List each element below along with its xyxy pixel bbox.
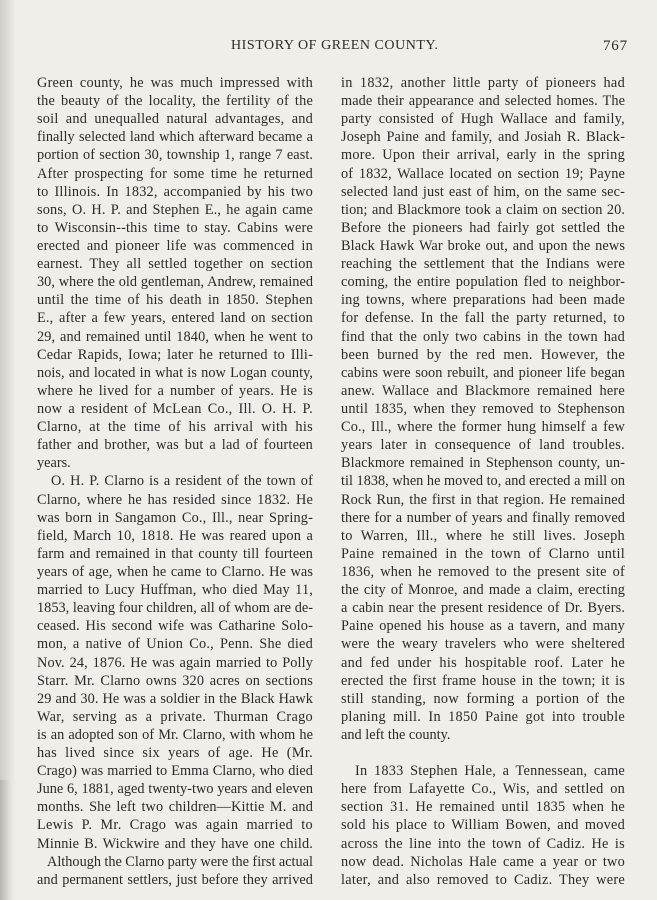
text-line: anew. Wallace and Blackmore remained here xyxy=(341,382,625,399)
text-line: War, serving as a private. Thurman Crago xyxy=(37,708,313,725)
text-line: 29 and 30. He was a soldier in the Black Hawk xyxy=(37,690,313,707)
text-line: sons, O. H. P. and Stephen E., he again came xyxy=(37,201,313,218)
text-line: planing mill. In 1850 Paine got into trouble xyxy=(341,708,625,725)
text-line: in 1832, another little party of pioneers had xyxy=(341,75,625,91)
text-line: reaching the settlement that the Indians were xyxy=(341,256,625,273)
text-line: section 31. He remained until 1835 when he xyxy=(341,799,625,816)
text-line: has lived since six years of age. He (Mr. xyxy=(37,745,313,762)
text-line: nois, and located in what is now Logan county, xyxy=(37,364,313,381)
text-line: here from Lafayette Co., Wis, and settled on xyxy=(341,781,625,798)
text-line: and permanent settlers, just before they arrived xyxy=(37,871,313,888)
paragraph xyxy=(37,853,313,889)
text-line: for defense. In the fall the party returned, to xyxy=(341,310,625,327)
paragraph xyxy=(341,762,625,889)
text-line: Cedar Rapids, Iowa; later he returned to Illi- xyxy=(37,346,313,363)
text-line: of 1832, Wallace located on section 19; Payne xyxy=(341,165,625,182)
text-line: farm and remained in that county till fourteen xyxy=(37,545,313,562)
text-line: now dead. Nicholas Hale came a year or two xyxy=(341,853,625,870)
paragraph xyxy=(37,472,313,852)
text-line: Although the Clarno party were the first actual xyxy=(47,853,313,870)
text-line: O. H. P. Clarno is a resident of the town of xyxy=(51,473,313,490)
text-line: Joseph Paine and family, and Josiah R. Black- xyxy=(341,129,625,146)
text-line: field, March 10, 1818. He was reared upon a xyxy=(37,527,313,544)
text-line: years later in consequence of land troubles. xyxy=(341,437,625,454)
text-line: mon, a native of Union Co., Penn. She died xyxy=(37,636,313,653)
text-line: Blackmore remained in Stephenson county, un- xyxy=(341,455,625,472)
text-line: Black Hawk War broke out, and upon the news xyxy=(341,237,625,254)
text-line: 29, and remained until 1840, when he went to xyxy=(37,328,313,345)
text-line: been burned by the red men. However, the xyxy=(341,346,625,363)
text-line: Co., Ill., where the former hung himself a few xyxy=(341,419,625,436)
text-line: Minnie B. Wickwire and they have one child. xyxy=(37,835,313,852)
text-line: a cabin near the present residence of Dr. Byers. xyxy=(341,600,625,617)
text-line: Starr. Mr. Clarno owns 320 acres on sections xyxy=(37,672,313,689)
running-header xyxy=(0,0,657,60)
text-line: across the line into the town of Cadiz. He is xyxy=(341,835,625,852)
text-line: to Illinois. In 1832, accompanied by his two xyxy=(37,183,313,200)
text-line: there for a number of years and finally removed xyxy=(341,509,625,526)
left-column xyxy=(37,74,313,889)
text-line: months. She left two children—Kittie M. and xyxy=(37,799,313,816)
paragraph xyxy=(37,74,313,472)
text-line: June 6, 1881, aged twenty-two years and eleven xyxy=(37,781,313,798)
text-line: to Wisconsin--this time to stay. Cabins were xyxy=(37,219,313,236)
text-line: Paine opened his house as a tavern, and many xyxy=(341,618,625,635)
text-line: and left the county. xyxy=(341,726,451,743)
text-line: coming, the entire population fled to neighbor- xyxy=(341,274,625,291)
text-line: the city of Monroe, and made a claim, erecting xyxy=(341,582,625,599)
text-line: now a resident of McLean Co., Ill. O. H. P. xyxy=(37,400,313,417)
text-line: tion; and Blackmore took a claim on section 20. xyxy=(341,201,625,218)
text-line: father and brother, was but a lad of fourteen xyxy=(37,437,313,454)
text-line: ceased. His second wife was Catharine Solo- xyxy=(37,618,313,635)
paragraph xyxy=(341,74,625,744)
text-line: Clarno, where he has resided since 1832. He xyxy=(37,491,313,508)
text-line: 1836, when he removed to the present site of xyxy=(341,563,625,580)
text-line: where he lived for a number of years. He is xyxy=(37,382,313,399)
text-line: Paine remained in the town of Clarno until xyxy=(341,545,625,562)
text-line: years. xyxy=(37,455,71,472)
text-line: erected the first frame house in the town; it is xyxy=(341,672,625,689)
text-line: more. Upon their arrival, early in the spring xyxy=(341,147,625,164)
text-line: made their appearance and selected homes. The xyxy=(341,93,625,110)
text-line: the beauty of the locality, the fertility of the xyxy=(37,93,313,110)
text-line: years of age, when he came to Clarno. He was xyxy=(37,563,313,580)
text-line: Nov. 24, 1876. He was again married to Polly xyxy=(37,654,313,671)
text-line: E., after a few years, entered land on section xyxy=(37,310,313,327)
text-line: to Warren, Ill., where he still lives. Joseph xyxy=(341,527,625,544)
right-column xyxy=(341,74,625,889)
text-line: and fed under his hospitable roof. Later he xyxy=(341,654,625,671)
text-line: later, and also removed to Cadiz. They were xyxy=(341,871,625,888)
text-line: portion of section 30, township 1, range 7 east. xyxy=(37,147,313,164)
page-title: HISTORY OF GREEN COUNTY. xyxy=(231,38,439,53)
text-line: Green county, he was much impressed with xyxy=(37,75,313,91)
text-line: until 1835, when they removed to Stephenson xyxy=(341,400,625,417)
text-line: selected land just east of him, on the same sec- xyxy=(341,183,625,200)
text-line: Rock Run, the first in that region. He remained xyxy=(341,491,625,508)
text-line: party consisted of Hugh Wallace and family, xyxy=(341,111,625,128)
text-line: In 1833 Stephen Hale, a Tennessean, came xyxy=(355,763,625,780)
text-line: Clarno, at the time of his arrival with his xyxy=(37,419,313,436)
page-number: 767 xyxy=(603,38,628,54)
text-line: was born in Sangamon Co., Ill., near Spring- xyxy=(37,509,313,526)
text-line: 30, where the old gentleman, Andrew, remained xyxy=(37,274,313,291)
text-line: Crago) was married to Emma Clarno, who died xyxy=(37,763,313,780)
text-line: finally selected land which afterward became a xyxy=(37,129,313,146)
text-line: Lewis P. Mr. Crago was again married to xyxy=(37,817,313,834)
text-line: find that the only two cabins in the town had xyxy=(341,328,625,345)
text-line: 1853, leaving four children, all of whom are de- xyxy=(37,600,313,617)
text-line: married to Lucy Huffman, who died May 11, xyxy=(37,582,313,599)
text-line: til 1838, when he moved to, and erected a mill on xyxy=(341,473,625,490)
text-line: soil and unequalled natural advantages, and xyxy=(37,111,313,128)
text-line: is an adopted son of Mr. Clarno, with whom he xyxy=(37,726,313,743)
text-line: sold his place to William Bowen, and moved xyxy=(341,817,625,834)
text-line: earnest. They all settled together on section xyxy=(37,256,313,273)
text-line: still standing, now forming a portion of the xyxy=(341,690,625,707)
text-line: were the weary travelers who were sheltered xyxy=(341,636,625,653)
text-line: ing towns, where preparations had been made xyxy=(341,292,625,309)
text-line: erected and pioneer life was commenced in xyxy=(37,237,313,254)
text-line: After prospecting for some time he returned xyxy=(37,165,313,182)
text-line: cabins were soon rebuilt, and pioneer life began xyxy=(341,364,625,381)
text-line: Before the pioneers had fairly got settled the xyxy=(341,219,625,236)
text-line: until the time of his death in 1850. Stephen xyxy=(37,292,313,309)
